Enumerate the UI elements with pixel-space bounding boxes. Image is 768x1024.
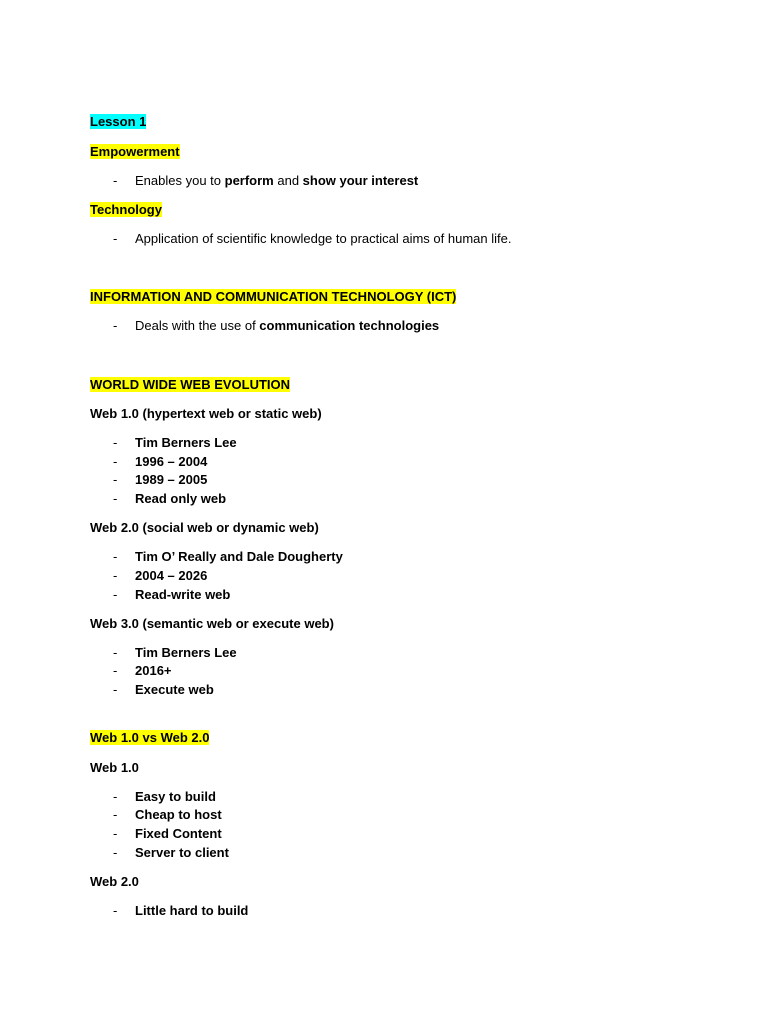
list-item: Execute web <box>135 682 214 697</box>
list-item: 2004 – 2026 <box>135 568 208 583</box>
bullet-text-bold: communication technologies <box>259 318 440 333</box>
list-item: Server to client <box>135 845 229 860</box>
empowerment-bullet <box>135 172 418 189</box>
ict-bullet <box>135 317 439 334</box>
bullet-text: Deals with the use of <box>135 318 260 333</box>
bullet-dash: - <box>113 807 118 822</box>
technology-label: Technology <box>90 202 162 217</box>
web1-title: Web 1.0 (hypertext web or static web) <box>90 406 322 421</box>
lesson-label: Lesson 1 <box>90 114 147 129</box>
bullet-dash: - <box>113 231 118 246</box>
technology-bullet: Application of scientific knowledge to practical aims of human life. <box>135 231 512 246</box>
empowerment-label: Empowerment <box>90 144 180 159</box>
bullet-dash: - <box>113 491 118 506</box>
compare-web2-title: Web 2.0 <box>90 874 139 889</box>
bullet-dash: - <box>113 682 118 697</box>
list-item: Tim Berners Lee <box>135 435 237 450</box>
list-item: Little hard to build <box>135 903 249 918</box>
lesson-heading <box>90 113 146 130</box>
bullet-text: Enables you to <box>135 173 225 188</box>
bullet-dash: - <box>113 549 118 564</box>
bullet-dash: - <box>113 472 118 487</box>
ict-label: INFORMATION AND COMMUNICATION TECHNOLOGY (ICT) <box>90 289 457 304</box>
bullet-dash: - <box>113 435 118 450</box>
bullet-text-bold: show your interest <box>302 173 419 188</box>
bullet-dash: - <box>113 903 118 918</box>
list-item: Read-write web <box>135 587 231 602</box>
technology-heading <box>90 201 162 218</box>
bullet-dash: - <box>113 318 118 333</box>
ict-heading <box>90 288 456 305</box>
www-heading <box>90 376 290 393</box>
compare-web1-title: Web 1.0 <box>90 760 139 775</box>
list-item: Tim Berners Lee <box>135 645 237 660</box>
list-item: Cheap to host <box>135 807 222 822</box>
bullet-text-bold: perform <box>224 173 274 188</box>
list-item: 1989 – 2005 <box>135 472 208 487</box>
bullet-dash: - <box>113 173 118 188</box>
compare-heading <box>90 729 209 746</box>
empowerment-heading <box>90 143 180 160</box>
bullet-text: and <box>273 173 303 188</box>
bullet-dash: - <box>113 454 118 469</box>
bullet-dash: - <box>113 826 118 841</box>
web2-title: Web 2.0 (social web or dynamic web) <box>90 520 319 535</box>
list-item: Easy to build <box>135 789 216 804</box>
bullet-dash: - <box>113 568 118 583</box>
list-item: Read only web <box>135 491 227 506</box>
www-label: WORLD WIDE WEB EVOLUTION <box>90 377 291 392</box>
bullet-dash: - <box>113 587 118 602</box>
bullet-dash: - <box>113 845 118 860</box>
bullet-dash: - <box>113 645 118 660</box>
compare-label: Web 1.0 vs Web 2.0 <box>90 730 210 745</box>
list-item: Tim O’ Really and Dale Dougherty <box>135 549 343 564</box>
bullet-dash: - <box>113 789 118 804</box>
web3-title: Web 3.0 (semantic web or execute web) <box>90 616 334 631</box>
list-item: 2016+ <box>135 663 172 678</box>
bullet-dash: - <box>113 663 118 678</box>
list-item: 1996 – 2004 <box>135 454 208 469</box>
list-item: Fixed Content <box>135 826 222 841</box>
